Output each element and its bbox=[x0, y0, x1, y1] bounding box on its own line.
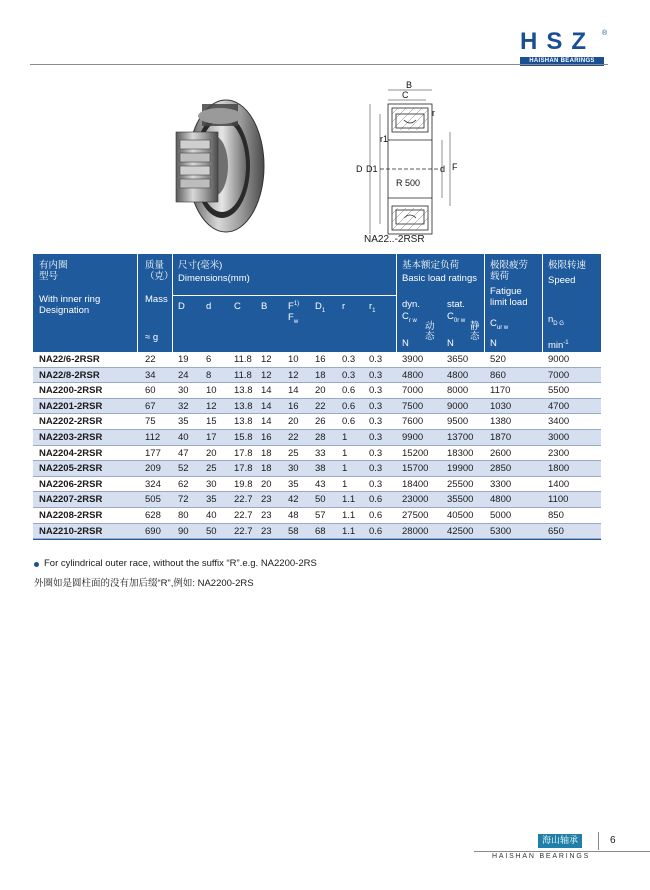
table-bottom-rule bbox=[33, 539, 601, 540]
table-cell: 628 bbox=[145, 509, 161, 521]
table-cell: 43 bbox=[315, 478, 326, 490]
header-fatigue-unit: N bbox=[490, 338, 497, 349]
table-row bbox=[33, 492, 601, 508]
table-cell: 22.7 bbox=[234, 494, 253, 506]
table-row bbox=[33, 352, 601, 368]
drawing-label-F: F bbox=[452, 162, 458, 172]
logo-subtitle: HAISHAN BEARINGS bbox=[520, 57, 604, 66]
table-cell: 27500 bbox=[402, 509, 429, 521]
table-cell: 13.8 bbox=[234, 416, 253, 428]
table-cell: 0.3 bbox=[369, 463, 383, 475]
drawing-label-r1: r1 bbox=[380, 134, 389, 144]
table-cell: 112 bbox=[145, 431, 161, 443]
table-cell: 1170 bbox=[490, 385, 511, 397]
table-cell: 35 bbox=[178, 416, 189, 428]
table-cell: 9000 bbox=[447, 400, 469, 412]
table-row bbox=[33, 508, 601, 524]
table-cell: 3650 bbox=[447, 354, 469, 365]
header-stat: stat. bbox=[447, 299, 465, 310]
table-cell: 24 bbox=[178, 369, 189, 381]
table-cell: 1030 bbox=[490, 400, 512, 412]
header-dim-r: r bbox=[342, 301, 346, 312]
header-dim-B: B bbox=[261, 301, 268, 312]
designation-cell: NA2208-2RSR bbox=[39, 509, 103, 521]
bearing-photo bbox=[168, 86, 268, 236]
table-cell: 0.3 bbox=[369, 354, 383, 365]
table-cell: 40500 bbox=[447, 509, 474, 521]
table-cell: 19.8 bbox=[234, 478, 253, 490]
table-row bbox=[33, 399, 601, 415]
footer-company-name: HAISHAN BEARINGS bbox=[492, 853, 591, 860]
table-cell: 0.3 bbox=[342, 354, 356, 365]
table-cell: 18300 bbox=[447, 447, 474, 459]
table-cell: 25 bbox=[206, 463, 217, 475]
bearing-cross-section-drawing bbox=[350, 80, 470, 240]
table-cell: 72 bbox=[178, 494, 189, 506]
table-cell: 0.3 bbox=[369, 478, 383, 490]
table-cell: 0.6 bbox=[342, 416, 356, 428]
designation-cell: NA22/8-2RSR bbox=[39, 369, 100, 381]
table-cell: 40 bbox=[178, 431, 189, 443]
table-cell: 22 bbox=[315, 400, 326, 412]
table-cell: 520 bbox=[490, 354, 506, 365]
header-designation-cn: 有内圈 型号 bbox=[39, 260, 68, 282]
drawing-label-C: C bbox=[402, 90, 409, 100]
header-stat-symbol: $C_{0r w}$ bbox=[447, 311, 466, 324]
table-cell: 1 bbox=[342, 478, 348, 490]
drawing-label-d: d bbox=[440, 164, 446, 174]
drawing-caption: NA22..-2RSR bbox=[364, 234, 425, 245]
table-cell: 7000 bbox=[402, 385, 424, 397]
table-cell: 60 bbox=[145, 385, 156, 397]
table-cell: 15 bbox=[206, 416, 217, 428]
table-cell: 90 bbox=[178, 525, 189, 537]
drawing-label-B: B bbox=[406, 80, 413, 90]
header-speed-symbol: $n_{D G}$ bbox=[548, 314, 564, 327]
table-cell: 48 bbox=[288, 509, 299, 521]
header-load-en: Basic load ratings bbox=[402, 273, 477, 284]
table-cell: 14 bbox=[288, 385, 299, 397]
table-cell: 25 bbox=[288, 447, 299, 459]
table-cell: 1 bbox=[342, 431, 348, 443]
table-cell: 57 bbox=[315, 509, 326, 521]
table-cell: 0.3 bbox=[342, 369, 356, 381]
table-cell: 80 bbox=[178, 509, 189, 521]
table-cell: 20 bbox=[261, 478, 272, 490]
table-cell: 19 bbox=[178, 354, 189, 365]
table-cell: 12 bbox=[288, 369, 299, 381]
table-cell: 30 bbox=[206, 478, 217, 490]
table-cell: 20 bbox=[288, 416, 299, 428]
table-cell: 50 bbox=[206, 525, 217, 537]
table-cell: 12 bbox=[261, 369, 272, 381]
table-cell: 18 bbox=[261, 447, 272, 459]
table-cell: 860 bbox=[490, 369, 506, 381]
header-dyn: dyn. bbox=[402, 299, 420, 310]
table-cell: 10 bbox=[288, 354, 299, 365]
header-designation-en: With inner ring Designation bbox=[39, 294, 101, 316]
table-cell: 14 bbox=[261, 400, 272, 412]
table-cell: 0.3 bbox=[369, 369, 383, 381]
table-cell: 35500 bbox=[447, 494, 474, 506]
table-cell: 850 bbox=[548, 509, 564, 521]
table-cell: 505 bbox=[145, 494, 161, 506]
table-cell: 23000 bbox=[402, 494, 429, 506]
table-cell: 0.3 bbox=[369, 385, 383, 397]
table-cell: 52 bbox=[178, 463, 189, 475]
header-dim-r1: $r_1$ bbox=[369, 301, 376, 314]
table-cell: 42500 bbox=[447, 525, 474, 537]
designation-cell: NA2203-2RSR bbox=[39, 431, 103, 443]
table-cell: 12 bbox=[261, 354, 272, 365]
table-cell: 9000 bbox=[548, 354, 570, 365]
table-body bbox=[33, 352, 601, 539]
table-cell: 1.1 bbox=[342, 509, 356, 521]
table-cell: 8 bbox=[206, 369, 212, 381]
table-cell: 22 bbox=[145, 354, 156, 365]
table-cell: 3000 bbox=[548, 431, 570, 443]
table-cell: 35 bbox=[288, 478, 299, 490]
header-dyn-symbol: $C_{r w}$ bbox=[402, 311, 417, 324]
drawing-label-r: r bbox=[432, 108, 435, 118]
table-cell: 17.8 bbox=[234, 447, 253, 459]
designation-cell: NA2206-2RSR bbox=[39, 478, 103, 490]
footer-brand-badge: 海山轴承 bbox=[538, 834, 582, 848]
table-cell: 7500 bbox=[402, 400, 424, 412]
table-cell: 12 bbox=[206, 400, 217, 412]
table-cell: 68 bbox=[315, 525, 326, 537]
note-bullet-icon bbox=[34, 562, 39, 567]
table-cell: 4800 bbox=[490, 494, 512, 506]
table-cell: 2600 bbox=[490, 447, 512, 459]
table-cell: 4800 bbox=[447, 369, 469, 381]
table-cell: 324 bbox=[145, 478, 161, 490]
table-cell: 16 bbox=[261, 431, 272, 443]
header-fatigue-cn: 极限疲劳 载荷 bbox=[490, 260, 529, 282]
table-cell: 1100 bbox=[548, 494, 569, 506]
header-load-cn: 基本额定负荷 bbox=[402, 260, 460, 271]
table-cell: 17 bbox=[206, 431, 217, 443]
table-cell: 38 bbox=[315, 463, 326, 475]
table-cell: 4700 bbox=[548, 400, 570, 412]
table-cell: 33 bbox=[315, 447, 326, 459]
table-row bbox=[33, 461, 601, 477]
table-cell: 7600 bbox=[402, 416, 424, 428]
table-cell: 7000 bbox=[548, 369, 570, 381]
table-cell: 35 bbox=[206, 494, 217, 506]
table-cell: 5000 bbox=[490, 509, 512, 521]
table-cell: 23 bbox=[261, 509, 272, 521]
table-cell: 22.7 bbox=[234, 525, 253, 537]
designation-cell: NA2210-2RSR bbox=[39, 525, 103, 537]
header-mass-unit: ≈ g bbox=[145, 332, 159, 343]
header-speed-en: Speed bbox=[548, 275, 576, 286]
table-cell: 40 bbox=[206, 509, 217, 521]
table-cell: 22.7 bbox=[234, 509, 253, 521]
table-cell: 25500 bbox=[447, 478, 474, 490]
table-cell: 23 bbox=[261, 525, 272, 537]
table-cell: 62 bbox=[178, 478, 189, 490]
table-cell: 1870 bbox=[490, 431, 512, 443]
table-cell: 30 bbox=[178, 385, 189, 397]
designation-cell: NA2200-2RSR bbox=[39, 385, 103, 397]
header-speed-unit: $\min^{-1}$ bbox=[548, 340, 569, 352]
table-row bbox=[33, 524, 601, 540]
table-cell: 5300 bbox=[490, 525, 512, 537]
table-cell: 30 bbox=[288, 463, 299, 475]
table-cell: 0.6 bbox=[369, 525, 383, 537]
table-cell: 18 bbox=[315, 369, 326, 381]
table-cell: 14 bbox=[261, 416, 272, 428]
table-cell: 1400 bbox=[548, 478, 570, 490]
header-fatigue-symbol: $C_{ur w}$ bbox=[490, 318, 509, 331]
header-dim-Fw: $F_w$ bbox=[288, 312, 299, 325]
table-cell: 34 bbox=[145, 369, 156, 381]
table-cell: 13.8 bbox=[234, 385, 253, 397]
header-dim-d: d bbox=[206, 301, 212, 312]
note-chinese: 外圈如是圆柱面的没有加后缀“R”,例如: NA2200-2RS bbox=[34, 578, 254, 589]
table-cell: 19900 bbox=[447, 463, 474, 475]
table-cell: 0.6 bbox=[369, 509, 383, 521]
table-cell: 1.1 bbox=[342, 525, 356, 537]
table-cell: 9500 bbox=[447, 416, 469, 428]
footer-separator bbox=[598, 832, 599, 850]
table-cell: 11.8 bbox=[234, 354, 252, 365]
table-cell: 4800 bbox=[402, 369, 424, 381]
table-cell: 10 bbox=[206, 385, 217, 397]
table-row bbox=[33, 430, 601, 446]
header-dyn-unit: N bbox=[402, 338, 409, 349]
table-cell: 18400 bbox=[402, 478, 429, 490]
table-cell: 50 bbox=[315, 494, 326, 506]
table-cell: 23 bbox=[261, 494, 272, 506]
drawing-label-D1: D1 bbox=[366, 164, 378, 174]
logo-letters: HSZ bbox=[520, 28, 595, 55]
table-cell: 16 bbox=[288, 400, 299, 412]
designation-cell: NA2205-2RSR bbox=[39, 463, 103, 475]
table-cell: 17.8 bbox=[234, 463, 253, 475]
table-row bbox=[33, 477, 601, 493]
note-english: For cylindrical outer race, without the suffix “R”.e.g. NA2200-2RS bbox=[44, 558, 317, 569]
table-cell: 8000 bbox=[447, 385, 469, 397]
logo-registered-mark: ® bbox=[602, 30, 608, 37]
table-cell: 209 bbox=[145, 463, 161, 475]
table-cell: 47 bbox=[178, 447, 189, 459]
table-cell: 15.8 bbox=[234, 431, 253, 443]
table-row bbox=[33, 368, 601, 384]
header-fatigue-en: Fatigue limit load bbox=[490, 286, 528, 308]
table-cell: 15700 bbox=[402, 463, 429, 475]
table-cell: 1380 bbox=[490, 416, 512, 428]
table-cell: 3900 bbox=[402, 354, 424, 365]
brand-logo bbox=[520, 30, 608, 66]
header-dim-D: D bbox=[178, 301, 185, 312]
table-cell: 28 bbox=[315, 431, 326, 443]
header-stat-unit: N bbox=[447, 338, 454, 349]
table-cell: 0.3 bbox=[369, 416, 383, 428]
header-speed-cn: 极限转速 bbox=[548, 260, 587, 271]
table-cell: 0.3 bbox=[369, 447, 383, 459]
table-cell: 1800 bbox=[548, 463, 570, 475]
designation-cell: NA2201-2RSR bbox=[39, 400, 103, 412]
table-cell: 6 bbox=[206, 354, 212, 365]
table-cell: 5500 bbox=[548, 385, 570, 397]
header-dyn-cn: 动 态 bbox=[425, 321, 435, 342]
table-cell: 2300 bbox=[548, 447, 570, 459]
table-cell: 13700 bbox=[447, 431, 474, 443]
table-cell: 13.8 bbox=[234, 400, 253, 412]
drawing-label-D: D bbox=[356, 164, 363, 174]
table-cell: 1.1 bbox=[342, 494, 356, 506]
table-cell: 16 bbox=[315, 354, 326, 365]
table-cell: 9900 bbox=[402, 431, 424, 443]
table-cell: 0.3 bbox=[369, 400, 383, 412]
table-cell: 0.6 bbox=[342, 385, 356, 397]
table-cell: 15200 bbox=[402, 447, 429, 459]
table-cell: 22 bbox=[288, 431, 299, 443]
header-mass-en: Mass bbox=[145, 294, 168, 305]
table-cell: 3400 bbox=[548, 416, 570, 428]
table-cell: 20 bbox=[206, 447, 217, 459]
table-cell: 20 bbox=[315, 385, 326, 397]
header-dim-D1: $D_1$ bbox=[315, 301, 326, 314]
table-cell: 1 bbox=[342, 447, 348, 459]
table-header bbox=[33, 254, 601, 352]
drawing-label-radius: R 500 bbox=[396, 178, 421, 188]
header-dim-C: C bbox=[234, 301, 241, 312]
table-cell: 650 bbox=[548, 525, 564, 537]
header-dims-en: Dimensions(mm) bbox=[178, 273, 250, 284]
table-cell: 18 bbox=[261, 463, 272, 475]
header-dims-cn: 尺寸(毫米) bbox=[178, 260, 223, 271]
table-row bbox=[33, 414, 601, 430]
table-cell: 0.6 bbox=[342, 400, 356, 412]
table-cell: 3300 bbox=[490, 478, 512, 490]
table-cell: 58 bbox=[288, 525, 299, 537]
table-cell: 0.3 bbox=[369, 431, 383, 443]
footer-rule bbox=[474, 851, 650, 852]
header-mass-cn: 质量 （克） bbox=[145, 260, 174, 282]
page-number: 6 bbox=[610, 835, 616, 846]
designation-cell: NA2202-2RSR bbox=[39, 416, 103, 428]
bearing-data-table bbox=[33, 254, 601, 540]
designation-cell: NA2207-2RSR bbox=[39, 494, 103, 506]
table-cell: 42 bbox=[288, 494, 299, 506]
table-cell: 1 bbox=[342, 463, 348, 475]
table-cell: 67 bbox=[145, 400, 156, 412]
table-cell: 14 bbox=[261, 385, 272, 397]
table-cell: 0.6 bbox=[369, 494, 383, 506]
table-cell: 28000 bbox=[402, 525, 429, 537]
table-cell: 26 bbox=[315, 416, 326, 428]
header-rule bbox=[30, 64, 608, 65]
table-cell: 75 bbox=[145, 416, 156, 428]
table-cell: 32 bbox=[178, 400, 189, 412]
designation-cell: NA22/6-2RSR bbox=[39, 354, 100, 365]
table-row bbox=[33, 446, 601, 462]
designation-cell: NA2204-2RSR bbox=[39, 447, 103, 459]
header-dim-F: $F^{1)}$ bbox=[288, 301, 300, 313]
table-cell: 177 bbox=[145, 447, 161, 459]
table-cell: 2850 bbox=[490, 463, 512, 475]
header-stat-cn: 静 态 bbox=[470, 321, 480, 342]
table-row bbox=[33, 383, 601, 399]
table-cell: 690 bbox=[145, 525, 161, 537]
table-cell: 11.8 bbox=[234, 369, 252, 381]
